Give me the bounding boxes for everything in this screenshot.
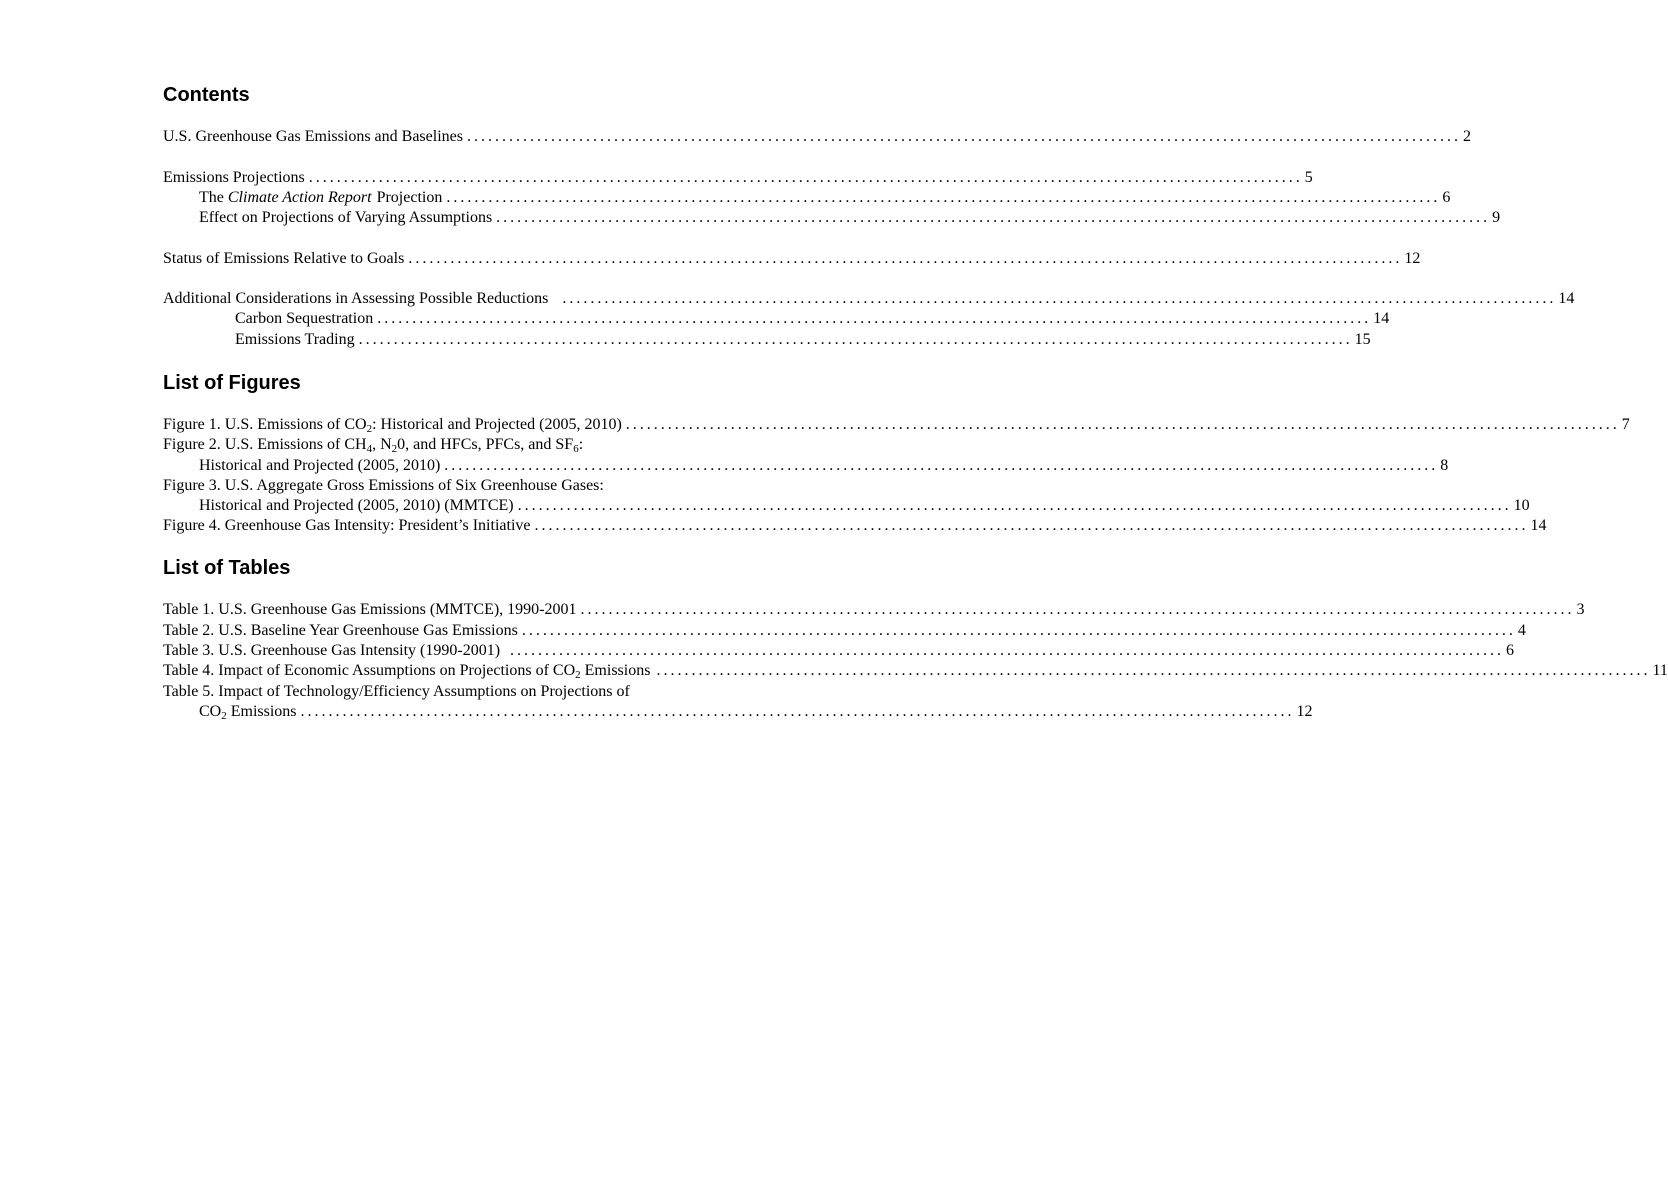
table-entry-page: 4	[1517, 622, 1526, 639]
table-entry[interactable]	[163, 621, 1526, 641]
dot-leader: ..............................................................................................................................................	[656, 662, 1651, 679]
toc-entry-page: 2	[1462, 128, 1471, 145]
table-entry-title: Table 1. U.S. Greenhouse Gas Emissions (MMTCE), 1990-2001	[163, 601, 577, 618]
table-entry-page: 11	[1652, 662, 1668, 679]
toc-entry-title: Status of Emissions Relative to Goals	[163, 250, 405, 267]
figure-entry-title: Figure 3. U.S. Aggregate Gross Emissions of Six Greenhouse Gases:	[163, 477, 604, 494]
toc-subentry[interactable]	[235, 309, 1390, 329]
figure-entry-page: 8	[1440, 457, 1449, 474]
dot-leader: ..............................................................................................................................................	[358, 331, 1353, 348]
toc-entry-title: Carbon Sequestration	[235, 310, 374, 327]
toc-entry[interactable]	[163, 249, 1421, 269]
toc-entry[interactable]	[163, 127, 1471, 147]
table-entry-title: Table 5. Impact of Technology/Efficiency Assumptions on Projections of	[163, 683, 630, 700]
toc-entry-page: 15	[1354, 331, 1371, 348]
table-entry-title: Table 3. U.S. Greenhouse Gas Intensity (1990-2001)	[163, 642, 501, 659]
toc-subentry[interactable]	[199, 208, 1501, 228]
dot-leader: ..............................................................................................................................................	[496, 209, 1491, 226]
dot-leader: ..............................................................................................................................................	[466, 128, 1461, 145]
dot-leader: ..............................................................................................................................................	[534, 517, 1529, 534]
dot-leader: ..............................................................................................................................................	[444, 457, 1439, 474]
dot-leader: ..............................................................................................................................................	[517, 497, 1512, 514]
dot-leader: ..............................................................................................................................................	[446, 189, 1441, 206]
dot-leader: ..............................................................................................................................................	[308, 169, 1303, 186]
figure-entry[interactable]	[163, 516, 1547, 536]
toc-entry-page: 14	[1373, 310, 1390, 327]
figure-entry-line2[interactable]	[199, 496, 1530, 516]
toc-entry-title: Additional Considerations in Assessing Possible Reductions	[163, 290, 549, 307]
toc-subentry[interactable]	[199, 188, 1451, 208]
dot-leader: ..............................................................................................................................................	[580, 601, 1575, 618]
figure-entry-title: Figure 2. U.S. Emissions of $CH_4$, $N_20$, and HFCs, PFCs, and $SF_6$:	[163, 436, 584, 455]
toc-entry-title: Emissions Trading	[235, 331, 355, 348]
report-title-italic: Climate Action Report	[227, 189, 372, 206]
toc-entry-page: 14	[1558, 290, 1575, 307]
toc-entry-page: 12	[1404, 250, 1421, 267]
dot-leader: ..............................................................................................................................................	[510, 642, 1505, 659]
table-entry[interactable]	[163, 641, 1515, 661]
dot-leader: ..............................................................................................................................................	[562, 290, 1557, 307]
figure-entry-page: 14	[1530, 517, 1547, 534]
toc-entry-title: Emissions Projections	[163, 169, 305, 186]
dot-leader: ..............................................................................................................................................	[521, 622, 1516, 639]
table-entry-page: 12	[1296, 703, 1313, 720]
toc-entry-title: The Climate Action Report Projection	[199, 189, 443, 206]
figure-entry-title: Figure 1. U.S. Emissions of $CO_2$: Historical and Projected (2005, 2010)	[163, 416, 622, 435]
toc-entry-page: 9	[1492, 209, 1501, 226]
table-entry[interactable]	[163, 600, 1585, 620]
toc-entry-page: 6	[1442, 189, 1451, 206]
table-entry-line1[interactable]	[163, 682, 758, 702]
contents-heading: Contents	[163, 84, 250, 106]
figure-entry-line1[interactable]	[163, 476, 758, 496]
toc-entry[interactable]	[163, 168, 1313, 188]
table-entry[interactable]	[163, 661, 1668, 681]
figure-entry-title-cont: Historical and Projected (2005, 2010) (MMTCE)	[199, 497, 514, 514]
figure-entry-line2[interactable]	[199, 456, 1449, 476]
table-entry-title: Table 2. U.S. Baseline Year Greenhouse Gas Emissions	[163, 622, 518, 639]
table-entry-title: Table 4. Impact of Economic Assumptions on Projections of $CO_2$ Emissions	[163, 662, 651, 681]
toc-entry-page: 5	[1304, 169, 1313, 186]
dot-leader: ..............................................................................................................................................	[625, 416, 1620, 433]
figure-entry-title: Figure 4. Greenhouse Gas Intensity: President’s Initiative	[163, 517, 531, 534]
dot-leader: ..............................................................................................................................................	[300, 703, 1295, 720]
figure-entry-page: 7	[1621, 416, 1630, 433]
dot-leader: ..............................................................................................................................................	[408, 250, 1403, 267]
dot-leader: ..............................................................................................................................................	[377, 310, 1372, 327]
toc-subentry[interactable]	[235, 330, 1371, 350]
table-entry-page: 3	[1576, 601, 1585, 618]
figure-entry-line1[interactable]	[163, 435, 758, 455]
toc-entry-title: U.S. Greenhouse Gas Emissions and Baselines	[163, 128, 463, 145]
table-entry-line2[interactable]	[199, 702, 1313, 722]
toc-entry[interactable]	[163, 289, 1575, 309]
table-entry-page: 6	[1506, 642, 1515, 659]
table-entry-title-cont: $CO_2$ Emissions	[199, 703, 297, 722]
tables-heading: List of Tables	[163, 557, 291, 579]
figure-entry[interactable]	[163, 415, 1630, 435]
figure-entry-page: 10	[1513, 497, 1530, 514]
figures-heading: List of Figures	[163, 372, 301, 394]
toc-entry-title: Effect on Projections of Varying Assumptions	[199, 209, 493, 226]
figure-entry-title-cont: Historical and Projected (2005, 2010)	[199, 457, 441, 474]
